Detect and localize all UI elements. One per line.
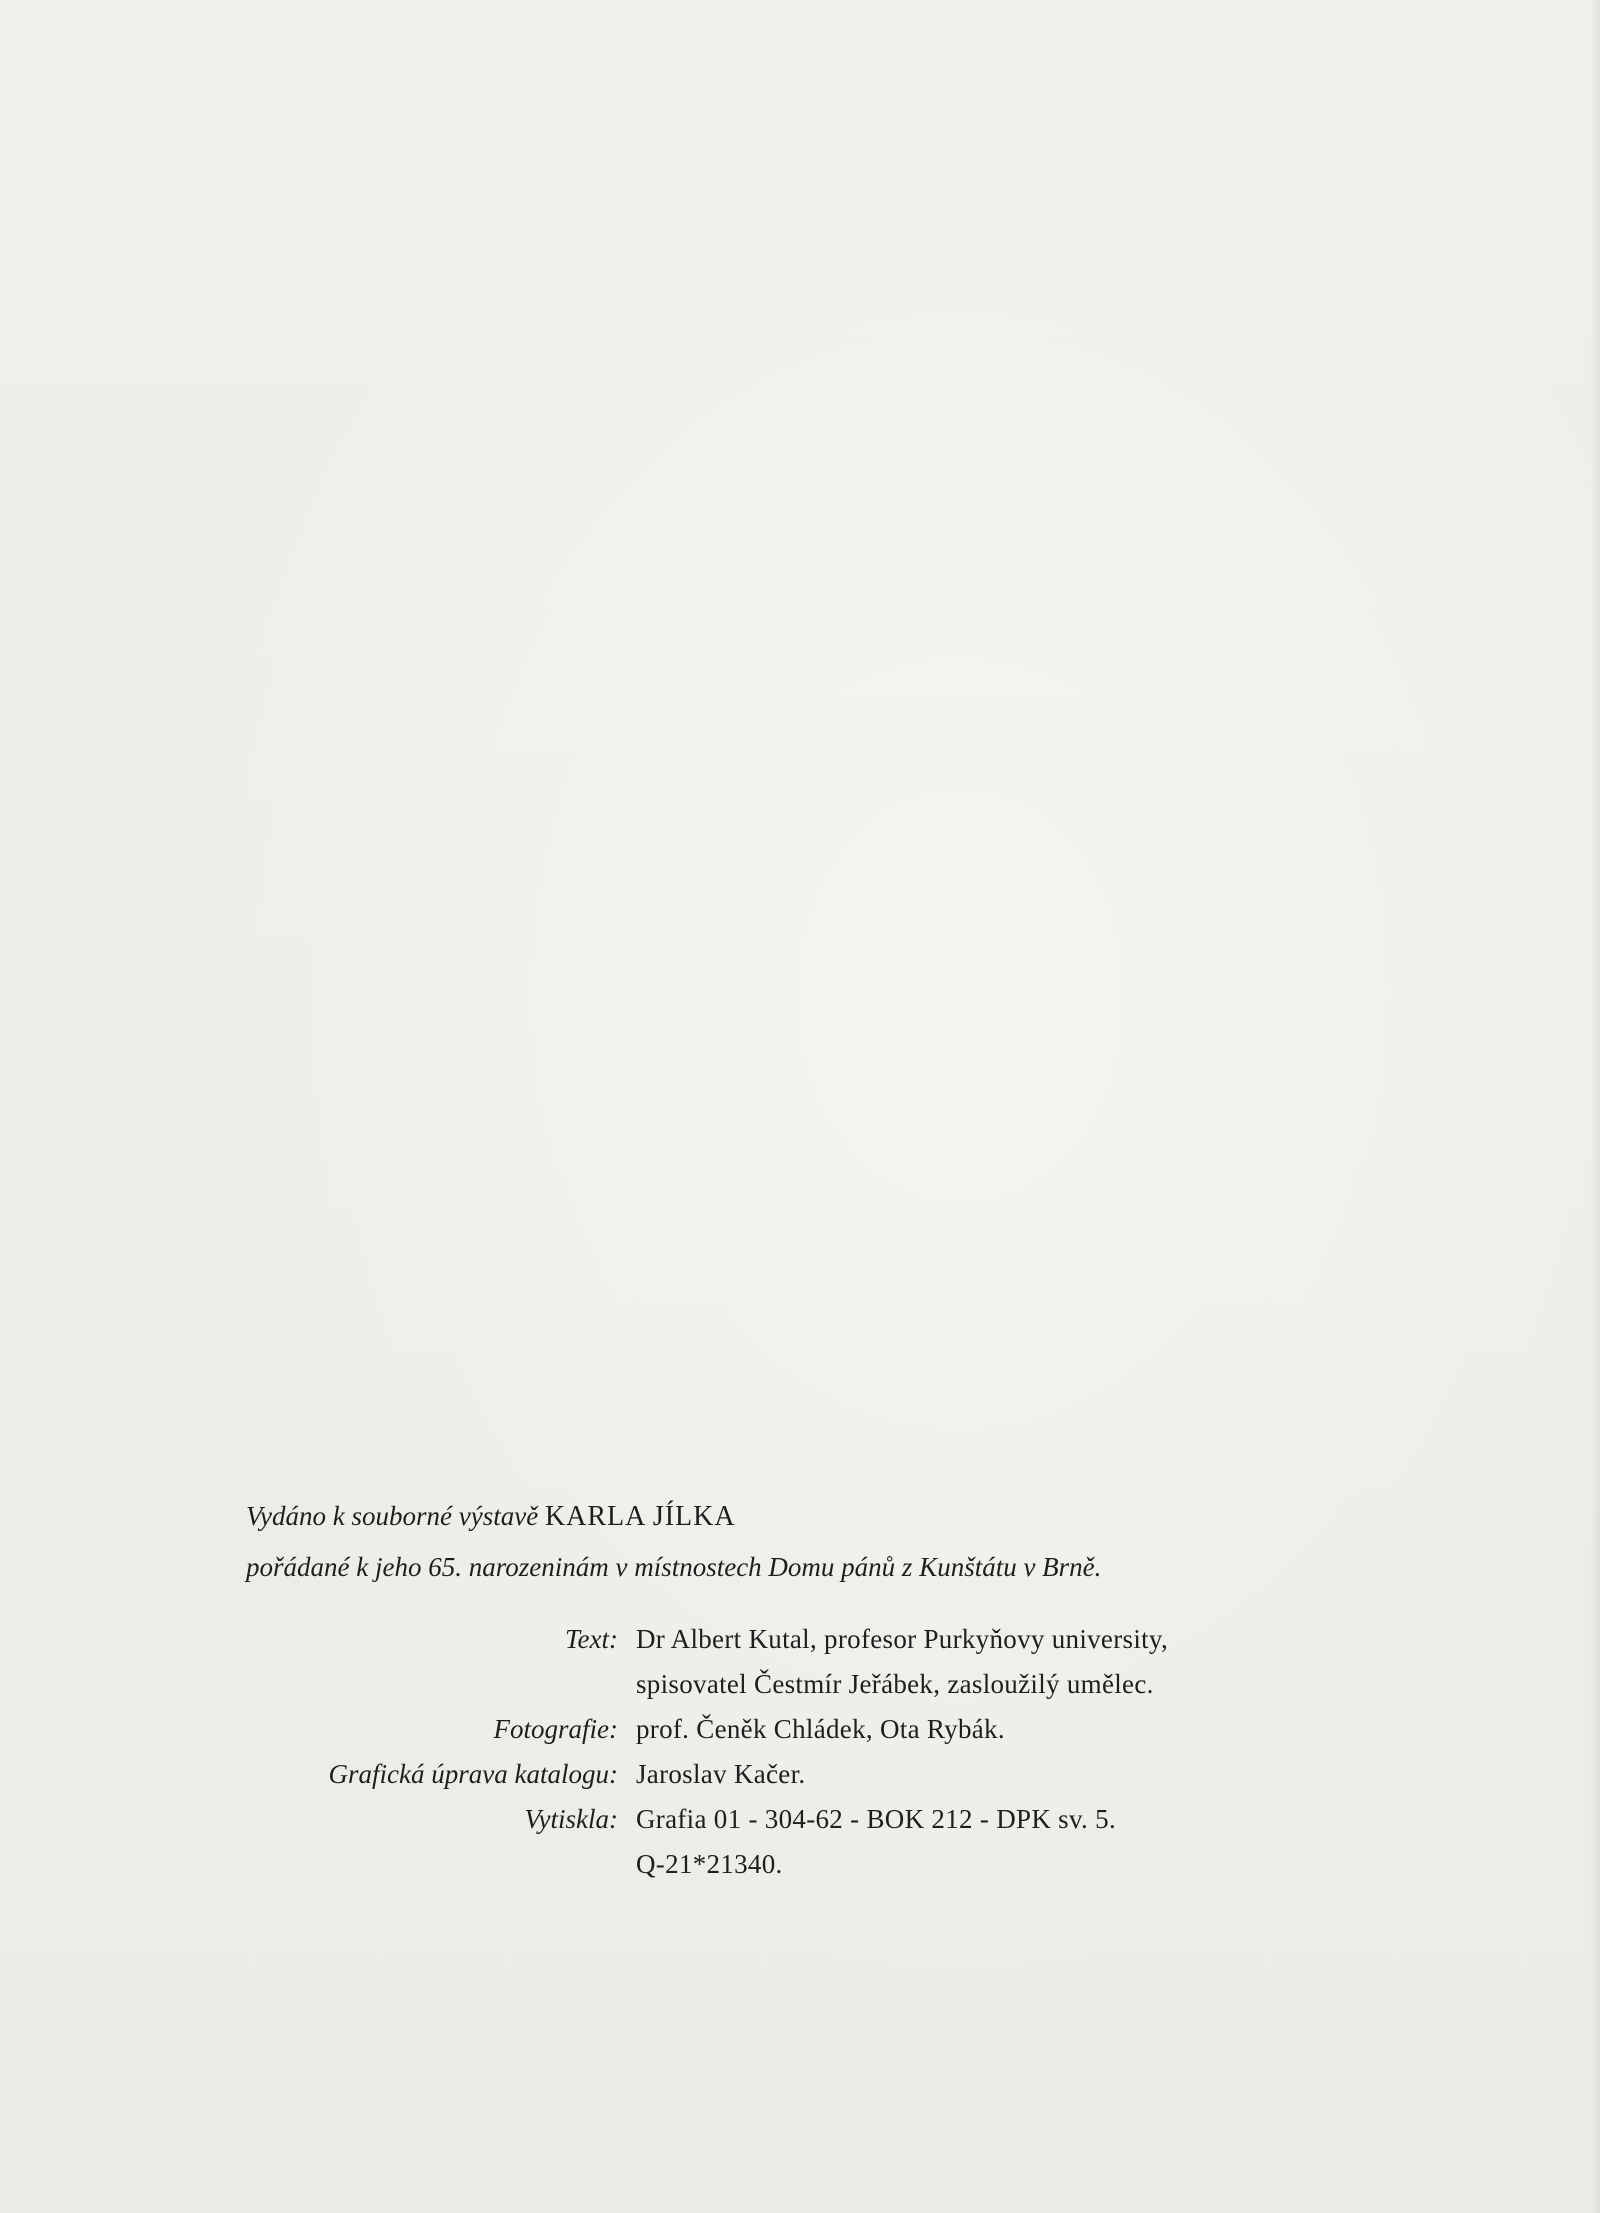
credit-label-text: Text: [565,1624,618,1654]
print-code: Q-21*21340. [636,1849,783,1879]
credit-value-text-1: Dr Albert Kutal, profesor Purkyňovy university, [636,1624,1169,1654]
credit-row-photography [246,1707,1406,1752]
publication-note-line-1 [246,1496,1406,1537]
page-edge-shadow [1590,0,1600,2213]
artist-name: KARLA JÍLKA [544,1501,736,1532]
credit-row-text-continued [246,1662,1406,1707]
credit-label-photography: Fotografie: [493,1714,618,1744]
credit-value-photography: prof. Čeněk Chládek, Ota Rybák. [636,1714,1005,1744]
credit-value-printer: Grafia 01 - 304-62 - BOK 212 - DPK sv. 5. [636,1804,1116,1834]
credit-row-design [246,1752,1406,1797]
credit-row-printer-continued [246,1842,1406,1887]
credit-value-text-2: spisovatel Čestmír Jeřábek, zasloužilý umělec. [636,1669,1154,1699]
colophon [246,1496,1406,1887]
credit-row-text [246,1617,1406,1662]
publication-note-italic: Vydáno k souborné výstavě [246,1501,539,1531]
credit-value-design: Jaroslav Kačer. [636,1759,806,1789]
credit-label-design: Grafická úprava katalogu: [328,1759,618,1789]
credits-list [246,1617,1406,1887]
credit-label-printer: Vytiskla: [524,1804,618,1834]
credit-row-printer [246,1797,1406,1842]
publication-note-line-2: pořádané k jeho 65. narozeninám v místnostech Domu pánů z Kunštátu v Brně. [246,1552,1102,1582]
